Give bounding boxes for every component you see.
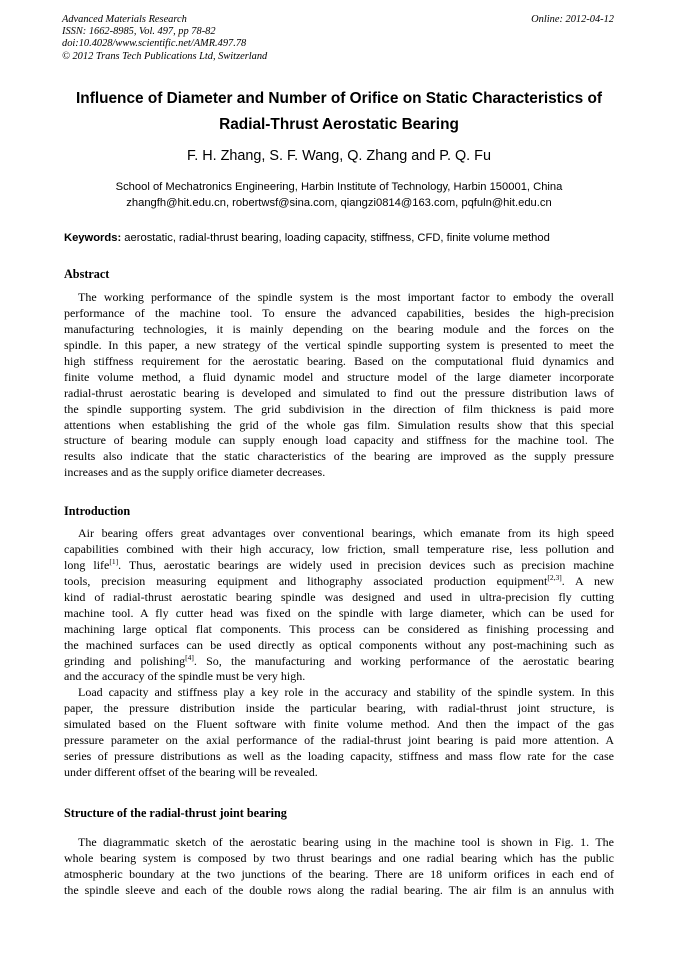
intro-text: . So, the manufacturing and working performance of the aerostatic bearing bbox=[193, 653, 614, 668]
keywords bbox=[64, 231, 624, 246]
abstract-line: The working performance of the spindle system is the most important factor to embody the overall bbox=[78, 290, 614, 304]
keywords-text: aerostatic, radial-thrust bearing, loading capacity, stiffness, CFD, finite volume method bbox=[121, 232, 550, 244]
paper-title bbox=[40, 86, 638, 138]
affiliation-address: School of Mechatronics Engineering, Harbin Institute of Technology, Harbin 150001, China bbox=[115, 181, 563, 193]
journal-name: Advanced Materials Research bbox=[62, 14, 187, 25]
author-list: F. H. Zhang, S. F. Wang, Q. Zhang and P. Q. Fu bbox=[187, 148, 491, 164]
abstract-line: high stiffness requirement for the aerostatic bearing. Based on the computational fluid dynamics and bbox=[64, 353, 614, 368]
intro-line bbox=[64, 558, 614, 574]
intro-line: and the accuracy of the spindle must be very high. bbox=[64, 669, 306, 684]
copyright-notice: © 2012 Trans Tech Publications Ltd, Switzerland bbox=[62, 50, 268, 62]
citation-ref[interactable]: [4] bbox=[185, 652, 194, 662]
affiliation-emails[interactable]: zhangfh@hit.edu.cn, robertwsf@sina.com, qiangzi0814@163.com, pqfuln@hit.edu.cn bbox=[126, 196, 552, 209]
title-line-1: Influence of Diameter and Number of Orifice on Static Characteristics of bbox=[76, 90, 602, 107]
abstract-line: attentions when establishing the grid of the whole gas film. Simulation results show that this special bbox=[64, 417, 614, 432]
intro-text: . A new bbox=[561, 573, 614, 588]
abstract-heading: Abstract bbox=[64, 267, 110, 281]
intro-text: grinding and polishing bbox=[64, 653, 186, 668]
structure-line: whole bearing system is composed by two thrust bearings and one radial bearing which has the public bbox=[64, 850, 614, 865]
intro-line: machine tool. A fly cutter head was fixed on the spindle with large diameter, which can be used for bbox=[64, 605, 614, 620]
abstract-line: structure of bearing module can supply enough load capacity and stiffness for the machine tool. The bbox=[64, 433, 614, 448]
structure-heading: Structure of the radial-thrust joint bearing bbox=[64, 806, 287, 820]
intro-line: under different offset of the bearing will be revealed. bbox=[64, 765, 318, 780]
structure-line: the spindle sleeve and each of the double rows along the radial bearing. The air film is an annulus with bbox=[64, 882, 614, 897]
intro-line: pressure parameter on the axial performance of the radial-thrust joint bearing is paid more attention. A bbox=[64, 733, 614, 748]
structure-line: atmospheric boundary at the two junctions of the bearing. There are 18 uniform orifices in each end of bbox=[64, 866, 614, 881]
abstract-line: the spindle supporting system. The grid subdivision in the direction of film thickness is paid more bbox=[64, 401, 614, 416]
keywords-label: Keywords: bbox=[64, 232, 122, 244]
intro-line: Load capacity and stiffness play a key role in the accuracy and stability of the spindle system. In this bbox=[78, 685, 614, 700]
abstract-line: finite volume method, a fluid dynamic model and structure model of the large diameter incorporate bbox=[64, 369, 614, 384]
citation-ref[interactable]: [1] bbox=[109, 556, 119, 566]
doi-link[interactable]: doi:10.4028/www.scientific.net/AMR.497.78 bbox=[62, 38, 247, 50]
citation-ref[interactable]: [2,3] bbox=[547, 572, 562, 582]
introduction-heading: Introduction bbox=[64, 504, 131, 518]
running-header bbox=[62, 14, 267, 63]
abstract-line: spindle. In this paper, a new strategy of the vertical spindle supporting system is presented to meet the bbox=[64, 337, 614, 352]
intro-line: kind of radial-thrust aerostatic bearing spindle was designed and used in ultra-precision fly cutting bbox=[64, 589, 614, 604]
intro-line: simulated based on the Fluent software with finite volume method. And then the impact of the gas bbox=[64, 717, 614, 732]
introduction-body bbox=[64, 526, 614, 781]
abstract-line: manufacturing technologies, it is mainly depending on the bearing module and the forces on the bbox=[64, 321, 614, 336]
intro-line bbox=[64, 654, 614, 670]
structure-line: The diagrammatic sketch of the aerostatic bearing using in the machine tool is shown in Fig. 1. The bbox=[78, 835, 614, 849]
intro-line: paper, the pressure distribution inside the particular bearing, with radial-thrust joint structure, is bbox=[64, 701, 614, 716]
title-line-2: Radial-Thrust Aerostatic Bearing bbox=[219, 116, 459, 133]
issn-info: ISSN: 1662-8985, Vol. 497, pp 78-82 bbox=[62, 26, 216, 38]
structure-body bbox=[64, 835, 614, 899]
abstract-line: radial-thrust aerostatic bearing is developed and simulated to find out the pressure distribution laws of bbox=[64, 385, 614, 400]
intro-text: long life bbox=[64, 557, 110, 572]
online-date: Online: 2012-04-12 bbox=[531, 14, 614, 25]
affiliation bbox=[40, 180, 638, 211]
abstract-line: results also indicate that the static characteristics of the bearing are improved as the supply pressure bbox=[64, 449, 614, 464]
intro-line: series of pressure distributions as well as the loading capacity, stiffness and mass flow rate for the case bbox=[64, 749, 614, 764]
abstract-line: increases and as the supply orifice diameter decreases. bbox=[64, 465, 326, 480]
intro-line bbox=[64, 574, 614, 590]
intro-text: tools, precision measuring equipment and lithography associated production equipment bbox=[64, 573, 548, 588]
intro-line: Air bearing offers great advantages over conventional bearings, which emanate from its high speed bbox=[78, 526, 614, 540]
intro-text: . Thus, aerostatic bearings are widely used in precision devices such as precision machine bbox=[118, 557, 615, 572]
intro-line: the machined surfaces can be used directly as optical components without any post-machining such as bbox=[64, 637, 614, 652]
abstract-line: performance of the machine tool. To ensure the advanced capabilities, besides the high-precision bbox=[64, 305, 614, 320]
intro-line: machining large optical flat components. This process can be considered as finishing processing and bbox=[64, 621, 614, 636]
abstract-body bbox=[64, 290, 614, 481]
intro-line: capabilities combined with their high accuracy, low friction, small temperature rise, less pollution and bbox=[64, 541, 614, 556]
